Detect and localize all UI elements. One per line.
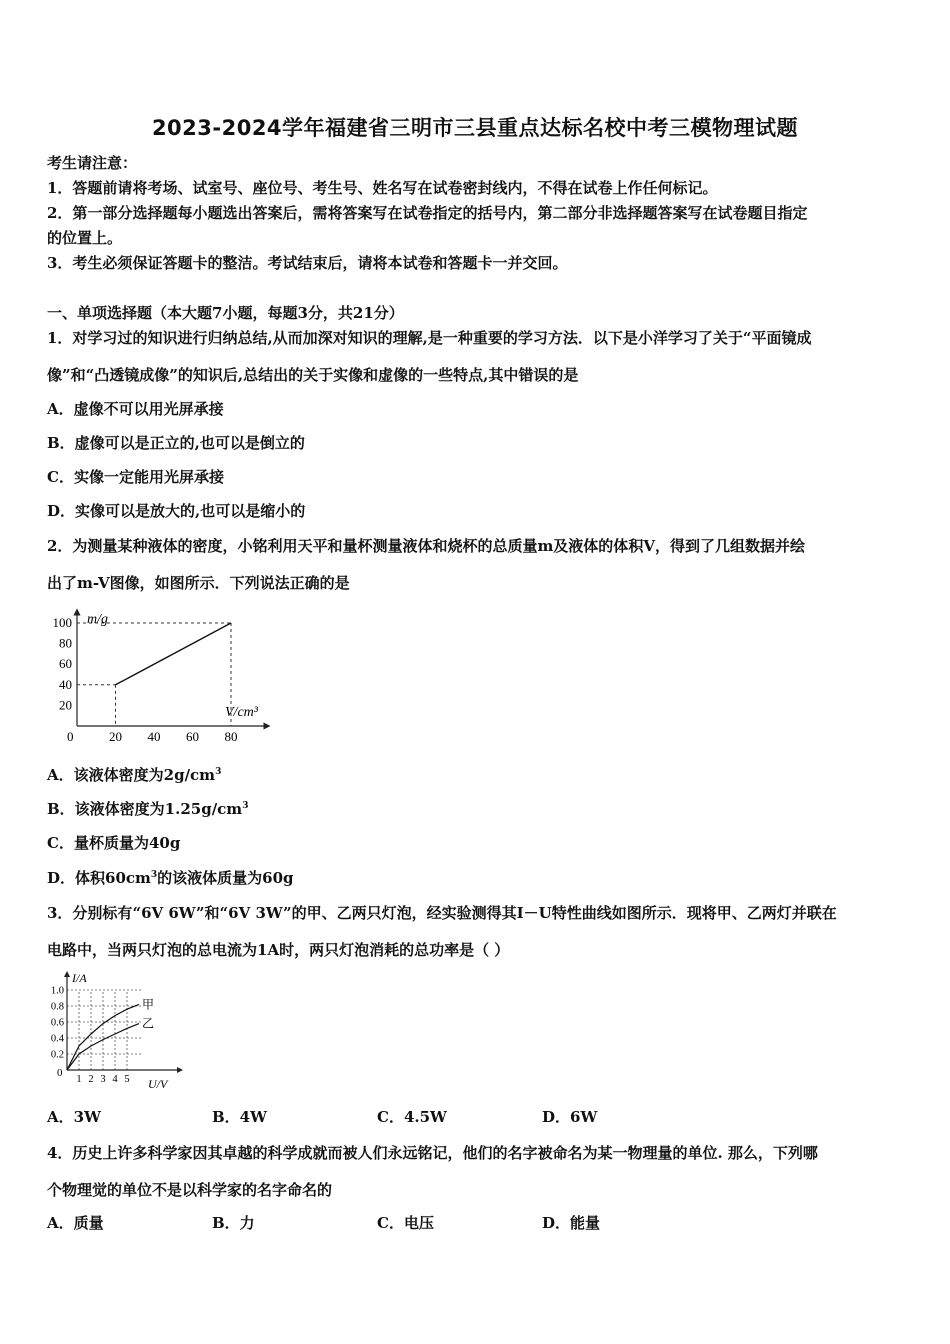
mv-chart [47, 606, 277, 748]
mv-x-tick-label-0: 20 [109, 729, 122, 744]
q3-option-b: B．4W [212, 1108, 267, 1126]
q3-stem-line2: 电路中，当两只灯泡的总电流为1A时，两只灯泡消耗的总功率是（ ） [47, 941, 510, 959]
q2-stem-line1: 2．为测量某种液体的密度，小铭利用天平和量杯测量液体和烧杯的总质量m及液体的体积V，得到了几组数据并绘 [47, 537, 805, 555]
iu-x-tick-label-3: 4 [112, 1074, 118, 1085]
notice-item-1: 1．答题前请将考场、试室号、座位号、考生号、姓名写在试卷密封线内，不得在试卷上作任何标记。 [47, 179, 718, 197]
page-title: 2023-2024学年福建省三明市三县重点达标名校中考三模物理试题 [151, 116, 799, 140]
q2-option-b: B．该液体密度为$1.25g/cm^3$ [47, 800, 249, 818]
iu-series-label-0: 甲 [142, 997, 155, 1012]
q3-stem-line1: 3．分别标有“6V 6W”和“6V 3W”的甲、乙两只灯泡，经实验测得其I－U特性曲线如图所示．现将甲、乙两灯并联在 [47, 904, 837, 922]
mv-x-tick-label-2: 60 [186, 729, 199, 744]
notice-item-2-cont: 的位置上。 [47, 229, 123, 247]
iu-y-tick-label-3: 0.8 [50, 1001, 64, 1013]
iu-chart [40, 970, 190, 1094]
iu-x-tick-label-4: 5 [124, 1074, 130, 1085]
q1-stem-line1: 1．对学习过的知识进行归纳总结,从而加深对知识的理解,是一种重要的学习方法．以下是小洋学习了关于“平面镜成 [47, 329, 812, 347]
mv-x-tick-label-1: 40 [147, 729, 161, 744]
iu-x-tick-label-1: 2 [88, 1074, 94, 1085]
mv-x-axis-label: V/cm³ [225, 705, 258, 720]
iu-origin-label: 0 [57, 1067, 63, 1079]
q2-option-d: D．体积$60cm^3$的该液体质量为60g [47, 869, 294, 887]
iu-x-tick-label-2: 3 [100, 1074, 106, 1085]
section-heading: 一、单项选择题（本大题7小题，每题3分，共21分） [47, 304, 404, 322]
mv-y-tick-label-2: 60 [59, 656, 72, 672]
mv-y-tick-label-3: 80 [59, 635, 72, 651]
iu-y-tick-label-0: 0.2 [50, 1049, 64, 1061]
mv-x-tick-label-3: 80 [224, 729, 238, 744]
q2-option-a: A．该液体密度为$2g/cm^3$ [47, 766, 222, 784]
iu-series-label-1: 乙 [142, 1016, 155, 1031]
q4-stem-line2: 个物理觉的单位不是以科学家的名字命名的 [47, 1181, 333, 1199]
mv-y-axis-label: m/g [87, 612, 108, 627]
q1-option-c: C．实像一定能用光屏承接 [47, 468, 224, 486]
iu-y-tick-label-1: 0.4 [50, 1033, 64, 1045]
notice-item-3: 3．考生必须保证答题卡的整洁。考试结束后，请将本试卷和答题卡一并交回。 [47, 254, 568, 272]
iu-y-axis-label: I/A [72, 971, 87, 985]
iu-y-tick-label-4: 1.0 [50, 985, 64, 997]
iu-series-line-1 [67, 1024, 139, 1070]
iu-x-tick-label-0: 1 [76, 1074, 82, 1085]
notice-item-2: 2．第一部分选择题每小题选出答案后，需将答案写在试卷指定的括号内，第二部分非选择题答案写在试卷题目指定 [47, 204, 808, 222]
mv-series-line [116, 623, 232, 685]
q3-option-a: A．3W [47, 1108, 101, 1126]
notice-heading: 考生请注意： [47, 154, 138, 172]
q3-option-c: C．4.5W [377, 1108, 447, 1126]
q1-stem-line2: 像”和“凸透镜成像”的知识后,总结出的关于实像和虚像的一些特点,其中错误的是 [47, 366, 579, 384]
q3-option-d: D．6W [542, 1108, 598, 1126]
q4-option-c: C．电压 [377, 1214, 434, 1232]
q1-option-b: B．虚像可以是正立的,也可以是倒立的 [47, 434, 305, 452]
q2-option-c: C．量杯质量为40g [47, 834, 181, 852]
mv-y-tick-label-1: 40 [59, 676, 72, 692]
q4-option-b: B．力 [212, 1214, 255, 1232]
q4-stem-line1: 4．历史上许多科学家因其卓越的科学成就而被人们永远铭记，他们的名字被命名为某一物理量的单位. 那么，下列哪 [47, 1144, 818, 1162]
q4-option-a: A．质量 [47, 1214, 104, 1232]
q1-option-d: D．实像可以是放大的,也可以是缩小的 [47, 502, 306, 520]
iu-y-tick-label-2: 0.6 [50, 1017, 64, 1029]
mv-origin-label: 0 [67, 729, 74, 744]
mv-y-tick-label-4: 100 [52, 615, 72, 630]
mv-y-tick-label-0: 20 [59, 697, 72, 713]
q4-option-d: D．能量 [542, 1214, 601, 1232]
q2-stem-line2: 出了m-V图像，如图所示．下列说法正确的是 [47, 574, 350, 592]
q1-option-a: A．虚像不可以用光屏承接 [47, 400, 224, 418]
iu-x-axis-label: U/V [148, 1077, 168, 1091]
